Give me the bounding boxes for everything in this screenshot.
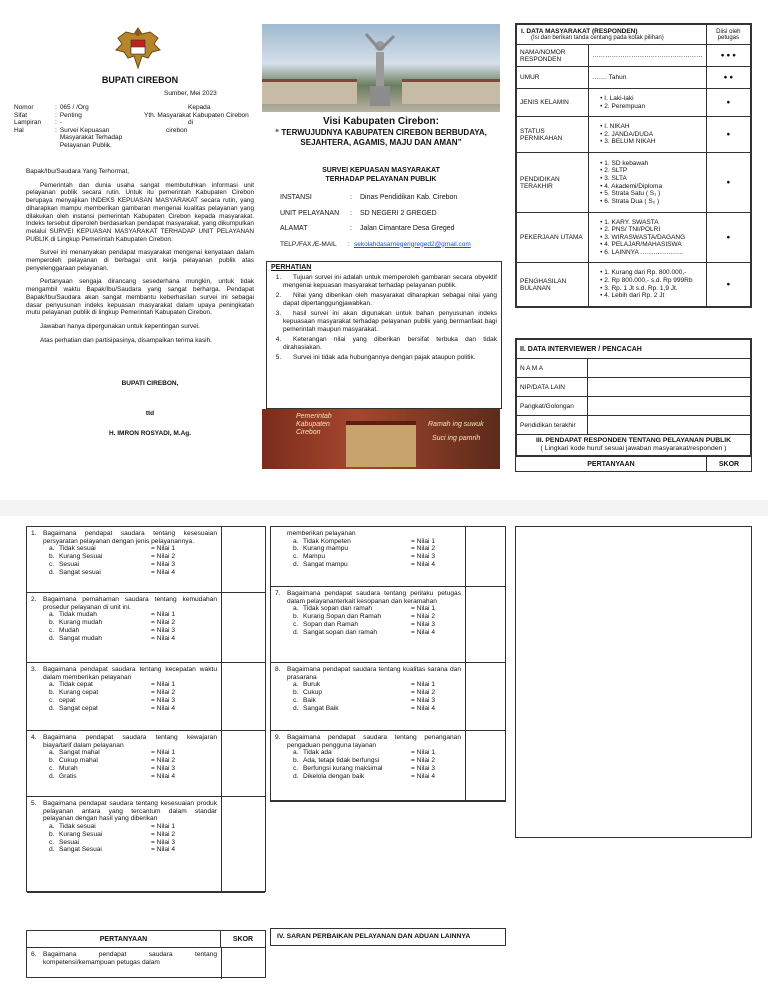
- option-label: Sangat Baik: [303, 704, 339, 712]
- option-letter: d.: [49, 846, 55, 854]
- option-label: Sopan dan Ramah: [303, 620, 358, 628]
- option-letter: a.: [49, 611, 55, 619]
- option-value: = Nilai 3: [151, 626, 176, 634]
- answer-option[interactable]: [31, 689, 217, 697]
- letter-paragraph: Atas perhatian dan partisipasinya, disampaikan terima kasih.: [40, 336, 212, 344]
- option-letter: a.: [49, 545, 55, 553]
- option-label: Tidak Kompeten: [303, 537, 351, 545]
- option-value: = Nilai 4: [151, 634, 176, 642]
- option-label: Cukup mahal: [59, 757, 98, 765]
- option-item[interactable]: • 3. Rp. 1 Jt s.d. Rp. 1,9 Jt.: [600, 285, 703, 293]
- option-letter: a.: [293, 605, 299, 613]
- question-number: 1.: [31, 530, 37, 537]
- option-letter: b.: [49, 830, 55, 838]
- option-value: = Nilai 2: [411, 545, 436, 553]
- option-item[interactable]: • 4. Lebih dari Rp. 2 Jt: [600, 292, 703, 300]
- answer-option[interactable]: [275, 621, 461, 629]
- letter-paragraph: Jawaban hanya dipergunakan untuk kepentingan survei.: [40, 322, 200, 330]
- question-block: [271, 587, 505, 663]
- question-number: 7.: [275, 590, 281, 597]
- question-column-1: [26, 526, 266, 892]
- responden-row: STATUS PERNIKAHAN • I. NIKAH • 2. JANDA/DUDA • 3. BELUM NIKAH ●: [517, 117, 751, 153]
- option-item[interactable]: • 4. Akademi/Diploma: [600, 183, 703, 191]
- option-letter: d.: [293, 628, 299, 636]
- question-text: Bagaimana pendapat saudara tentang perilaku petugas dalam pelayananterkait kesopanan dan keramahan: [287, 590, 461, 605]
- perhatian-item: 4. Keterangan nilai yang diberikan bersifat terbuka dan tidak dirahasiakan.: [283, 336, 497, 352]
- option-letter: c.: [49, 838, 55, 846]
- score-divider: [221, 947, 222, 979]
- question-number: 4.: [31, 734, 37, 741]
- option-label: Buruk: [303, 681, 321, 689]
- option-value: = Nilai 3: [411, 620, 436, 628]
- option-label: Sesuai: [59, 838, 80, 846]
- option-value: = Nilai 4: [411, 704, 436, 712]
- section4-title: IV. SARAN PERBAIKAN PELAYANAN DAN ADUAN LAINNYA: [270, 928, 506, 946]
- option-letter: d.: [49, 704, 55, 712]
- option-label: Kurang Sesuai: [59, 553, 103, 561]
- option-label: Sangat mahal: [59, 749, 100, 757]
- option-value: = Nilai 2: [411, 613, 436, 621]
- answer-option[interactable]: [275, 629, 461, 637]
- option-value: = Nilai 3: [151, 764, 176, 772]
- option-label: Tidak sesuai: [59, 545, 96, 553]
- info-row: UNIT PELAYANAN : SD NEGERI 2 GREGED: [280, 209, 437, 217]
- answer-option[interactable]: [31, 831, 217, 839]
- option-value: = Nilai 1: [411, 681, 436, 689]
- option-label: Gratis: [59, 772, 77, 780]
- option-value: = Nilai 2: [411, 757, 436, 765]
- answer-option[interactable]: [275, 545, 461, 553]
- question-block: [271, 527, 505, 587]
- option-value: = Nilai 1: [411, 605, 436, 613]
- option-item[interactable]: • 2. JANDA/DUDA: [600, 131, 703, 139]
- statue-icon: [362, 30, 398, 106]
- info-row: INSTANSI : Dinas Pendidikan Kab. Cirebon: [280, 194, 458, 201]
- option-value: = Nilai 4: [151, 846, 176, 854]
- option-value: = Nilai 1: [151, 749, 176, 757]
- answer-option[interactable]: [31, 697, 217, 705]
- question-text: Bagaimana pendapat saudara tentang kesesuaian produk pelayanan antara yang tercantum dalam standar pelayanan dengan hasil yang diberikan: [43, 800, 217, 823]
- perhatian-item: 3. hasil survei ini akan digunakan untuk bahan penyusunan indeks kepuasaan masyarakat terhadap pelayanan publik yang bermanfaat bagi pemerintah maupun masyarakat.: [283, 310, 497, 334]
- sign-ttd: ttd: [145, 410, 155, 417]
- option-item[interactable]: • 1. Kurang dari Rp. 800.000,-: [600, 269, 703, 277]
- option-letter: a.: [49, 681, 55, 689]
- section2-title: II. DATA INTERVIEWER / PENCACAH: [517, 340, 751, 359]
- answer-option[interactable]: [31, 846, 217, 854]
- responden-row: PENDIDIKAN TERAKHIR • 1. SD kebawah • 2. SLTP • 3. SLTA • 4. Akademi/Diploma • 5. Strata Satu ( S₁ ) • 6. Strata Dua ( S₂ ) ●: [517, 153, 751, 213]
- meta-row: Lampiran : -: [14, 119, 62, 127]
- perhatian-box: [266, 261, 502, 409]
- perhatian-item: 2. Nilai yang diberikan oleh masyarakat diharapkan sebagai nilai yang dapat dipertanggungjawabkan.: [283, 292, 497, 308]
- answer-option[interactable]: [31, 757, 217, 765]
- option-label: Kurang Sesuai: [59, 830, 103, 838]
- option-letter: d.: [293, 704, 299, 712]
- option-label: Tidak sopan dan ramah: [303, 605, 373, 613]
- letter-body: [26, 168, 254, 350]
- option-value: = Nilai 2: [151, 830, 176, 838]
- option-letter: b.: [293, 689, 299, 697]
- option-item[interactable]: • 6. Strata Dua ( S₂ ): [600, 198, 703, 206]
- option-item[interactable]: • 1. KARY. SWASTA: [600, 219, 703, 227]
- option-label: Tidak cepat: [59, 681, 93, 689]
- option-label: Cukup: [303, 689, 323, 697]
- page-gap: [0, 500, 768, 516]
- option-value: = Nilai 4: [411, 560, 436, 568]
- answer-option[interactable]: [31, 619, 217, 627]
- interviewer-row: Pangkat/Golongan: [517, 397, 751, 416]
- option-value: = Nilai 1: [411, 537, 436, 545]
- section-2-interviewer: II. DATA INTERVIEWER / PENCACAH N A M A NIP/DATA LAIN Pangkat/Golongan Pendidikan terakhir III. PENDAPAT RESPONDEN TENTANG PELAYANAN PUBLIK ( Lingkari kode huruf sesuai jawaban masyarakat/responden ) PERTANYAAN SKOR: [515, 338, 752, 472]
- option-label: Mudah: [59, 626, 80, 634]
- option-value: = Nilai 4: [411, 772, 436, 780]
- responden-row: JENIS KELAMIN • I. Laki-laki • 2. Perempuan ●: [517, 89, 751, 117]
- interviewer-row: Pendidikan terakhir: [517, 416, 751, 435]
- answer-option[interactable]: [31, 635, 217, 643]
- meta-row: Hal : Survei Kepuasan Masyarakat Terhadap Pelayanan Publik.: [14, 126, 123, 149]
- option-letter: d.: [49, 772, 55, 780]
- option-item[interactable]: • 1. SD kebawah: [600, 160, 703, 168]
- option-value: = Nilai 2: [411, 689, 436, 697]
- question-block: [271, 663, 505, 731]
- monument-photo: [262, 24, 500, 112]
- answer-option[interactable]: [275, 553, 461, 561]
- option-label: cepat: [59, 696, 76, 704]
- email-link[interactable]: sekolahdasarnegerigreged2@gmail.com: [354, 240, 471, 248]
- option-label: Tidak ada: [303, 749, 332, 757]
- option-label: Sangat sesuai: [59, 568, 101, 576]
- answer-option[interactable]: [31, 773, 217, 781]
- option-value: = Nilai 4: [151, 772, 176, 780]
- option-letter: b.: [293, 545, 299, 553]
- answer-option[interactable]: [31, 561, 217, 569]
- responden-row: PENGHASILAN BULANAN • 1. Kurang dari Rp. 800.000,- • 2. Rp 800.000,- s.d. Rp 999Rb • 3. Rp. 1 Jt s.d. Rp. 1,9 Jt. • 4. Lebih dari Rp. 2 Jt ●: [517, 263, 751, 307]
- option-value: = Nilai 2: [151, 553, 176, 561]
- garuda-emblem-icon: [112, 24, 164, 72]
- question-6: 6. Bagaimana pendapat saudara tentang kompetensi/kemampuan petugas dalam: [31, 951, 217, 966]
- answer-option[interactable]: [31, 839, 217, 847]
- answer-option[interactable]: [275, 705, 461, 713]
- answer-option[interactable]: [31, 545, 217, 553]
- option-value: = Nilai 3: [411, 764, 436, 772]
- question-column-2: [270, 526, 506, 802]
- answer-option[interactable]: [275, 613, 461, 621]
- option-letter: b.: [49, 757, 55, 765]
- interviewer-input[interactable]: [588, 378, 751, 397]
- info-row: TELP./FAX./E-MAIL : sekolahdasarnegerigreged2@gmail.com: [280, 241, 500, 257]
- answer-option[interactable]: [275, 561, 461, 569]
- question-text: memberikan pelayanan: [287, 530, 356, 537]
- visi-title: Visi Kabupaten Cirebon:: [323, 116, 439, 127]
- option-letter: c.: [49, 764, 55, 772]
- name-field[interactable]: ……………………………………………: [589, 45, 707, 67]
- answer-option[interactable]: [275, 697, 461, 705]
- option-letter: d.: [49, 634, 55, 642]
- question-text: Bagaimana pendapat saudara tentang penanganan pengaduan pengguna layanan: [287, 734, 461, 749]
- option-label: Sesuai: [59, 560, 80, 568]
- answer-option[interactable]: [31, 611, 217, 619]
- option-item[interactable]: • 2. SLTP: [600, 167, 703, 175]
- letter-place-date: Sumber, Mei 2023: [164, 90, 217, 97]
- option-label: Kurang Sopan dan Ramah: [303, 613, 382, 621]
- option-value: = Nilai 2: [151, 757, 176, 765]
- answer-option[interactable]: [275, 773, 461, 781]
- responden-row: NAMA/NOMOR RESPONDEN …………………………………………… ● ● ●: [517, 45, 751, 67]
- answer-option[interactable]: [31, 749, 217, 757]
- option-letter: c.: [293, 620, 299, 628]
- info-row: ALAMAT : Jalan Cimantare Desa Greged: [280, 225, 455, 232]
- option-label: Dikelola dengan baik: [303, 772, 365, 780]
- question-block: [27, 797, 265, 893]
- section1-title: I. DATA MASYARAKAT (RESPONDEN): [521, 28, 638, 35]
- col-skor: SKOR: [706, 457, 751, 471]
- interviewer-row: NIP/DATA LAIN: [517, 378, 751, 397]
- section-1-responden: I. DATA MASYARAKAT (RESPONDEN) (Isi dan berikan tanda centang pada kotak pilihan) Diisi oleh petugas NAMA/NOMOR RESPONDEN …………………………………………… ● ● ● UMUR ……. Tahun ● ● JENIS KELAMIN • I. Laki-laki • 2. Perempuan ● STATUS PERNIKAHAN • I. NIKAH • 2. JANDA/DUDA • 3. BELUM NIKAH ● PENDIDIKAN TERAKHIR • 1. SD kebawah • 2. SLTP • 3. SLTA • 4. Akademi/Diploma • 5. Strata Satu ( S₁ ) • 6. Strata Dua ( S₂ ) ● PEKERJAAN UTAMA • 1. KARY. SWASTA • 2. PNS/ TNI/POLRI • 3. WIRASWASTA/DAGANG • 4. PELAJAR/MAHASISWA • 6. LAINNYA ……………….. ● PENGHASILAN BULANAN • 1. Kurang dari Rp. 800.000,- • 2. Rp 800.000,- s.d. Rp 999Rb • 3. Rp. 1 Jt s.d. Rp. 1,9 Jt. • 4. Lebih dari Rp. 2 Jt ●: [515, 23, 752, 308]
- option-letter: c.: [49, 696, 55, 704]
- question-number: 3.: [31, 666, 37, 673]
- bottom-page: [0, 516, 768, 1006]
- answer-option[interactable]: [275, 757, 461, 765]
- option-letter: a.: [293, 537, 299, 545]
- perhatian-title: PERHATIAN: [271, 264, 312, 271]
- option-label: Sangat mudah: [59, 634, 102, 642]
- option-item[interactable]: • 2. Perempuan: [600, 103, 703, 111]
- option-letter: b.: [49, 619, 55, 627]
- option-label: Kurang cepat: [59, 689, 99, 697]
- letter-paragraph: Pertanyaan sengaja dirancang sesederhana mungkin, untuk tidak mengambil waktu Bapak/Ibu/Saudara yang sangat berharga. Pendapat Bapak/Ibu/Saudara akan sangat membantu keberhasilan survei ini sebagai dasar penyusunan indeks kepuasan masyarakat dalam upaya peningkatan mutu pelayanan publik di lingkup Pemerintah Kabupaten Cirebon.: [26, 278, 254, 317]
- option-item[interactable]: • 4. PELAJAR/MAHASISWA: [600, 241, 703, 249]
- option-label: Kurang mampu: [303, 545, 349, 553]
- question-block: [271, 731, 505, 801]
- option-letter: a.: [49, 823, 55, 831]
- visi-text: “ TERWUJUDNYA KABUPATEN CIREBON BERBUDAYA, SEJAHTERA, AGAMIS, MAJU DAN AMAN”: [275, 128, 487, 147]
- option-value: = Nilai 3: [151, 696, 176, 704]
- option-label: Mampu: [303, 553, 325, 561]
- option-label: Murah: [59, 764, 78, 772]
- responden-row: PEKERJAAN UTAMA • 1. KARY. SWASTA • 2. PNS/ TNI/POLRI • 3. WIRASWASTA/DAGANG • 4. PELAJAR/MAHASISWA • 6. LAINNYA ……………….. ●: [517, 213, 751, 263]
- option-label: Tidak mudah: [59, 611, 97, 619]
- option-value: = Nilai 4: [151, 704, 176, 712]
- col-pertanyaan: PERTANYAAN: [99, 935, 148, 943]
- letter-paragraph: Pemerintah dan dunia usaha sangat membutuhkan informasi unit pelayanan publik secara rutin. Untuk itu pemerintah Kabupaten Cirebon berupaya menyajikan INDEKS KEPUASAN MASYARAKAT secara rutin, yang diharapkan mampu memberikan gambaran mengenai kualitas pelayanan yang dilakukan oleh instansi pemerintah Kabupaten Cirebon kepada masyarakat. Indeks tersebut diperoleh berdasarkan pendapat masyarakat, yang dikumpulkan melalui SURVEI KEPUASAN MASYARAKAT TERHADAP UNIT PELAYANAN PUBLIK di Lingkup Pemerintah Kabupaten Cirebon.: [26, 181, 254, 243]
- question-number: [275, 530, 287, 538]
- option-letter: c.: [293, 553, 299, 561]
- answer-option[interactable]: [275, 765, 461, 773]
- option-value: = Nilai 1: [151, 611, 176, 619]
- age-field[interactable]: ……. Tahun: [589, 67, 707, 89]
- letter-paragraph: Survei ini menanyakan pendapat masyarakat mengenai kenyataan dalam memperoleh pelayanan di berbagai unit kerja pelayanan publik atas penyelenggaraan pelayanan.: [26, 249, 254, 272]
- perhatian-item: 5. Survei ini tidak ada hubungannya dengan pajak ataupun politik.: [283, 354, 497, 362]
- sign-title: BUPATI CIREBON,: [121, 380, 179, 387]
- option-letter: c.: [49, 626, 55, 634]
- option-value: = Nilai 3: [411, 696, 436, 704]
- option-value: = Nilai 1: [411, 749, 436, 757]
- option-letter: a.: [293, 749, 299, 757]
- option-label: Baik: [303, 696, 316, 704]
- option-letter: c.: [293, 696, 299, 704]
- question-6-box: [26, 930, 266, 978]
- meta-row: Sifat : Penting: [14, 111, 82, 119]
- option-letter: b.: [49, 553, 55, 561]
- option-letter: c.: [293, 764, 299, 772]
- option-item[interactable]: • I. Laki-laki: [600, 95, 703, 103]
- option-letter: c.: [49, 560, 55, 568]
- option-label: Sangat sopan dan ramah: [303, 628, 378, 636]
- answer-option[interactable]: [31, 765, 217, 773]
- meta-row: Nomor : 065 / /Org: [14, 104, 89, 111]
- option-letter: a.: [293, 681, 299, 689]
- question-text: Bagaimana pendapat saudara tentang kewajaran biaya/tarif dalam pelayanan: [43, 734, 217, 749]
- option-item[interactable]: • 3. WIRASWASTA/DAGANG: [600, 234, 703, 242]
- option-value: = Nilai 1: [151, 823, 176, 831]
- option-value: = Nilai 1: [151, 545, 176, 553]
- answer-option[interactable]: [31, 681, 217, 689]
- building-icon: [346, 421, 416, 467]
- footer-banner: Pemerintah Kabupaten Cirebon Ramah ing suwuk Suci ing pamrih: [262, 409, 500, 469]
- question-block: [27, 527, 265, 593]
- option-item[interactable]: • 3. SLTA: [600, 175, 703, 183]
- answer-option[interactable]: [275, 605, 461, 613]
- survey-info: [280, 194, 500, 256]
- option-label: Tidak sesuai: [59, 823, 96, 831]
- col-skor: SKOR: [220, 931, 265, 947]
- perhatian-item: 1. Tujuan survei ini adalah untuk memperoleh gambaran secara obyektif mengenai kepuasan masyarakat terhadap pelayanan publik.: [283, 274, 497, 290]
- question-block: [27, 593, 265, 663]
- answer-option[interactable]: [275, 538, 461, 546]
- option-value: = Nilai 1: [151, 681, 176, 689]
- option-value: = Nilai 2: [151, 619, 176, 627]
- option-letter: d.: [49, 568, 55, 576]
- interviewer-input[interactable]: [588, 359, 751, 378]
- option-letter: d.: [293, 560, 299, 568]
- option-label: Berfungsi kurang maksimal: [303, 764, 383, 772]
- question-number: 5.: [31, 800, 37, 807]
- interviewer-input[interactable]: [588, 397, 751, 416]
- option-value: = Nilai 3: [151, 560, 176, 568]
- answer-option[interactable]: [275, 689, 461, 697]
- answer-option[interactable]: [31, 705, 217, 713]
- question-number: 2.: [31, 596, 37, 603]
- option-value: = Nilai 3: [411, 553, 436, 561]
- option-label: Sangat cepat: [59, 704, 98, 712]
- section1-side: Diisi oleh petugas: [706, 25, 750, 45]
- answer-option[interactable]: [275, 681, 461, 689]
- option-letter: b.: [49, 689, 55, 697]
- interviewer-input[interactable]: [588, 416, 751, 435]
- question-text: Bagaimana pendapat saudara tentang kualitas sarana dan prasarana: [287, 666, 461, 681]
- option-letter: a.: [49, 749, 55, 757]
- col-pertanyaan: PERTANYAAN: [587, 460, 635, 468]
- question-number: 8.: [275, 666, 281, 673]
- blank-box: [515, 526, 752, 838]
- letter-salutation: Bapak/Ibu/Saudara Yang Terhormat,: [26, 168, 130, 175]
- option-label: Sangat Sesuai: [59, 846, 102, 854]
- option-value: = Nilai 4: [151, 568, 176, 576]
- option-value: = Nilai 3: [151, 838, 176, 846]
- option-value: = Nilai 2: [151, 689, 176, 697]
- signer-name: H. IMRON ROSYADI, M.Ag.: [108, 430, 192, 437]
- option-item[interactable]: • I. NIKAH: [600, 123, 703, 131]
- option-letter: b.: [293, 613, 299, 621]
- survey-title: SURVEI KEPUASAN MASYARAKAT TERHADAP PELAYANAN PUBLIK: [322, 167, 440, 183]
- option-label: Sangat mampu: [303, 560, 348, 568]
- top-page: [0, 0, 768, 500]
- section3-title: III. PENDAPAT RESPONDEN TENTANG PELAYANAN PUBLIK: [535, 437, 732, 444]
- option-label: Kurang mudah: [59, 619, 103, 627]
- option-label: Ada, tetapi tidak berfungsi: [303, 757, 380, 765]
- letter-recipient: Kepada Yth. Masyarakat Kabupaten Cirebon di cirebon: [144, 104, 249, 134]
- question-text: Bagaimana pendapat saudara tentang kecepatan waktu dalam memberikan pelayanan: [43, 666, 217, 681]
- option-letter: d.: [293, 772, 299, 780]
- answer-option[interactable]: [31, 553, 217, 561]
- question-block: [27, 731, 265, 797]
- answer-option[interactable]: [31, 627, 217, 635]
- question-text: Bagaimana pemahaman saudara tentang kemudahan prosedur pelayanan di unit ini.: [43, 596, 217, 611]
- answer-option[interactable]: [31, 569, 217, 577]
- option-value: = Nilai 4: [411, 628, 436, 636]
- answer-option[interactable]: [275, 749, 461, 757]
- question-number: 9.: [275, 734, 281, 741]
- option-item[interactable]: • 5. Strata Satu ( S₁ ): [600, 190, 703, 198]
- option-letter: b.: [293, 757, 299, 765]
- letter-title: BUPATI CIREBON: [101, 75, 179, 85]
- option-item[interactable]: • 3. BELUM NIKAH: [600, 138, 703, 146]
- question-text: Bagaimana pendapat saudara tentang kesesuaian persyaratan pelayanan dengan jenis pelayanannya.: [43, 530, 217, 545]
- interviewer-row: N A M A: [517, 359, 751, 378]
- option-item[interactable]: • 2. PNS/ TNI/POLRI: [600, 226, 703, 234]
- responden-row: UMUR ……. Tahun ● ●: [517, 67, 751, 89]
- answer-option[interactable]: [31, 823, 217, 831]
- option-item[interactable]: • 6. LAINNYA ………………..: [600, 249, 703, 257]
- option-item[interactable]: • 2. Rp 800.000,- s.d. Rp 999Rb: [600, 277, 703, 285]
- question-block: [27, 663, 265, 731]
